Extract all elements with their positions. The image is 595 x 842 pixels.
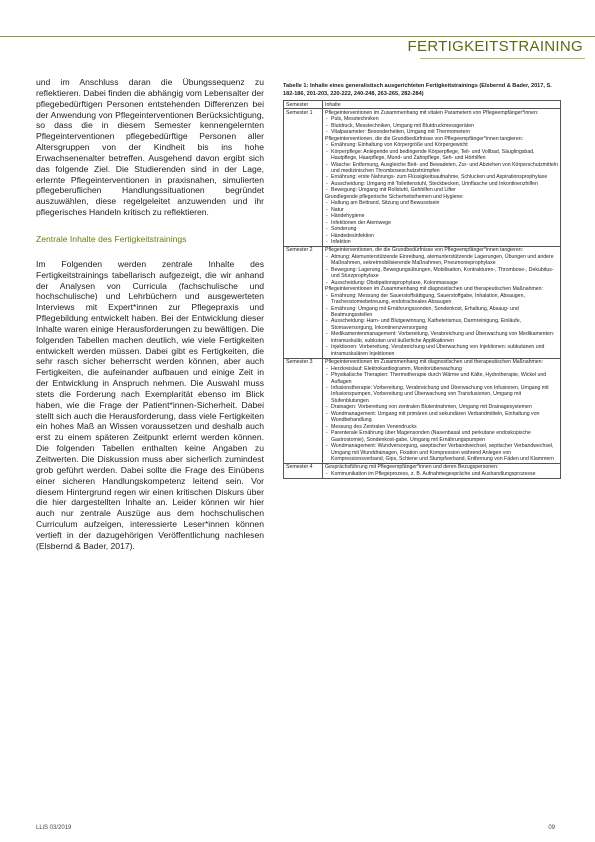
content-group-heading: Gesprächsführung mit Pflegeempfänger*innen und deren Bezugspersonen: (325, 464, 499, 471)
header-accent-line (0, 36, 595, 37)
footer-issue: LLiS 03/2019 (36, 825, 72, 831)
content-group-heading: Grundlegende pflegerische Sicherheitsthemen und Hygiene: (325, 193, 464, 200)
semester-cell: Semester 3 (284, 358, 323, 463)
content-bullet: - Medikamentenmanagement: Vorbereitung, Verabreichung und Überwachung von Medikamenten: intramuskulär, subkutan und äußerliche Applikationen (325, 331, 558, 344)
content-table (283, 100, 561, 479)
content-bullet: - Ernährung: erste Nahrungs- zum Flüssigkeitsaufnahme, Schlucken und Aspirationsprophylaxe (325, 174, 558, 180)
page-number: 09 (548, 825, 555, 831)
body-text-column (36, 77, 264, 552)
content-bullet: - Ernährung: Einhaltung von Körpergröße und Körpergewicht (325, 142, 558, 148)
body-paragraph-2: Im Folgenden werden zentrale Inhalte des Fertigkeitstrainings tabellarisch aufgezeigt, die wir anhand der Analysen von Curricula (fachschulische und hochschulische) und Lehrbüchern und ausgewerteten Interviews mit Expert*innen zur Pflegepraxis und Pflegebildung entwickelt haben. Bei der Entwicklung dieser Inhalte waren einige Herausforderungen zu bewältigen. Die folgenden Tabellen machen deutlich, wie viele Fertigkeiten entwickelt werden müssen. Dabei gibt es Fertigkeiten, die sehr rasch sicher beherrscht werden können, aber auch Fertigkeiten, die aufeinander aufbauen und einige Zeit in der Entwicklung in Anspruch nehmen. Die Auswahl muss stets die Forderung nach Exemplarität ebenso im Blick haben, wie die Frage der Patient*innen-Sicherheit. Dabei stellt sich auch die Herausforderung, dass viele Fertigkeiten ein hohes Maß an Wissen voraussetzen und deshalb auch erst zu einem späteren Zeitpunkt erlernt werden können. Die folgenden Tabellen enthalten keine Angaben zu Zeitwerten. Die Diskussion muss aber sicherlich zumindest grob geführt werden. Dabei sollte die Frage des Einübens einer sicheren Handlungskompetenz leitend sein. Vor diesem Hintergrund regen wir einen kritischen Diskurs über die hier dargestellten Inhalte an. Leider können wir hier auch nur zentrale Auszüge aus dem hochschulischen Curriculum aufzeigen, interessierte Leser*innen können vertieft in der dazugehörigen Veröffentlichung nachlesen (Elsbernd & Bader, 2017). (36, 258, 264, 551)
table-row (284, 358, 561, 463)
content-bullet: - Herzkreislauf: Elektrokardiogramm, Monitorüberwachung (325, 366, 558, 372)
content-bullet: - Wundmanagement: Umgang mit primären und sekundären Verbandmitteln, Einhaltung von Wundbehandlung (325, 411, 558, 424)
section-heading: Zentrale Inhalte des Fertigkeitstrainings (36, 233, 187, 244)
table-column (283, 82, 561, 479)
content-group-heading: Pflegeinterventionen im Zusammenhang mit diagnostischen und therapeutischen Maßnahmen: (325, 359, 544, 366)
table-row (284, 463, 561, 478)
content-group-heading: Pflegeinterventionen im Zusammenhang mit vitalen Parametern von Pflegeempfänger*innen: (325, 109, 539, 116)
content-bullet: - Händehygiene (325, 213, 558, 219)
content-bullet: - Bewegung: Lagerung, Bewegungsübungen, Mobilisation, Kontrakturen-, Thrombose-, Dekubitus- und Sturzprophylaxe (325, 267, 558, 280)
content-bullet: - Kommunikation im Pflegeprozess, z. B. Aufnahmegespräche und Aushandlungsprozesse (325, 471, 558, 477)
content-bullet: - Körperpflege: Anlegende und bedingende Körperpflege, Teil- und Vollbad, Säuglingsbad, Hautpflege, Haarpflege, Mund- und Zahnpflege, Seh- und Hörhilfen (325, 149, 558, 162)
content-cell (323, 463, 561, 478)
content-bullet: - Händedesinfektion (325, 233, 558, 239)
table-caption: Tabelle 1: Inhalte eines generalistisch ausgerichteten Fertigkeitstrainings (Elsbernd & Bader, 2017, S. 182-186, 201-203, 220-222, 240-248, 263-265, 282-284) (283, 83, 552, 97)
content-bullet: - Physikalische Therapien: Thermotherapie durch Wärme und Kälte, Hydrotherapie, Wickel und Auflagen (325, 372, 558, 385)
table-header-row (284, 101, 561, 109)
content-bullet: - Vitalparameter: Besonderheiten, Umgang mit Thermometern (325, 129, 558, 135)
content-cell (323, 358, 561, 463)
content-group-heading: Pflegeinterventionen, die die Grundbedürfnisse von Pflegeempfänger*innen tangieren: (325, 247, 524, 254)
column-header-inhalte: Inhalte (323, 101, 561, 109)
header-rule (420, 58, 585, 59)
content-group-heading: Pflegeinterventionen, die die Grundbedürfnisse von Pflegeempfänger*innen tangieren: (325, 135, 524, 142)
content-bullet: - Wundmanagement: Wundversorgung, aseptischer Verbandwechsel, septischer Verbandwechsel, Umgang mit Wunddrainagen, Fixation und Kompression während Anlegen von Kompressionsverband, Gips, Schiene und Stumpfverband, Entfernung von Fäden und Klammern (325, 443, 558, 462)
content-bullet: - Parenterale Ernährung über Magensonden (Nasenbasal und perkutane endoskopische Gastrostomie), Sondenkost-gabe, Umgang mit Ernährungspumpen (325, 430, 558, 443)
content-bullet: - Messung des Zentralen Venendrucks (325, 424, 558, 430)
semester-cell: Semester 4 (284, 463, 323, 478)
content-bullet: - Bewegung: Umgang mit Rollstuhl, Gehhilfen und Lifter (325, 187, 558, 193)
content-bullet: - Ausscheidung: Umgang mit Toilettenstuhl, Steckbecken, Urinflasche und Inkontinenzhilfen (325, 181, 558, 187)
content-bullet: - Haltung am Bettrand, Sitzung und Bewusstsein (325, 200, 558, 206)
content-bullet: - Drainagen: Vorbereitung von zentralen Blutentnahmen, Umgang mit Drainagesystemen (325, 404, 558, 410)
content-bullet: - Sonderung (325, 226, 558, 232)
content-bullet: - Infektion (325, 239, 558, 245)
semester-cell: Semester 1 (284, 109, 323, 247)
content-bullet: - Ernährung: Umgang mit Ernährungssonden, Sondenkost, Erhaltung, Absaug- und Beatmungsstellen (325, 306, 558, 319)
content-bullet: - Puls, Messtechniken (325, 116, 558, 122)
body-paragraph-1: und im Anschluss daran die Übungssequenz zu reflektieren. Dabei finden die abhängig vom Lebensalter der pflegebedürftigen Personen entstehenden Differenzen bei der Anwendung von Pflegeinterventionen Berücksichtigung, so dass die in diesem Semester kennengelernten Pflegeinterventionen pflegebedürftige Personen aller Altersgruppen von der Kindheit bis ins hohe Erwachsenenalter betreffen. Ausgehend davon ergibt sich das folgende Ziel. Die Studierenden sind in der Lage, erlernte Pflegeinterventionen in praxisnahen, simulierten pflegeberuflichen Handlungssituationen begründet auszuwählen, diese regelgeleitet anzuwenden und ihr pflegerisches Handeln kritisch zu reflektieren. (36, 77, 264, 218)
content-bullet: - Infusionstherapie: Vorbereitung, Verabreichung und Überwachung von Infusionen, Umgang mit Infusionspumpen, Vorbereitung und Überwachung von Transfusionen, Umgang mit Stufenblutungen (325, 385, 558, 404)
table-row (284, 109, 561, 247)
content-cell (323, 109, 561, 247)
content-bullet: - Natur (325, 207, 558, 213)
content-bullet: - Injektionen: Vorbereitung, Verabreichung und Überwachung von Injektionen: subkutanen und intramuskulären Injektionen (325, 344, 558, 357)
content-group-heading: Pflegeinterventionen im Zusammenhang mit diagnostischen und therapeutischen Maßnahmen: (325, 286, 544, 293)
running-header-title: FERTIGKEITSTRAINING (407, 38, 583, 55)
content-bullet: - Ernährung: Messung der Sauerstoffsättigung, Sauerstoffgabe, Inhalation, Absaugen, Tracheostomiebetreuung, endotracheales Absaugen (325, 293, 558, 306)
content-bullet: - Blutdruck, Messtechniken, Umgang mit Blutdruckmessgeräten (325, 123, 558, 129)
table-row (284, 246, 561, 358)
content-bullet: - Atmung: Atemunterstützende Einreibung, atemunterstützende Lagerungen, Übungen und andere Maßnahmen, sekretmobilisierende Maßnahmen, Pneumonieprophylaxe (325, 254, 558, 267)
content-bullet: - Ausscheidung: Harn- und Blutgewinnung, Katheterismus, Darmreinigung, Einläufe, Stomaversorgung, Inkontinenzversorgung (325, 318, 558, 331)
content-bullet: - Wäsche: Entfernung, Ausgleiche Beit- und Bewadeten, Zur- und Abziehen von Körperschutzmitteln und medizinischen Thromboseschutzstrümpfen (325, 162, 558, 175)
semester-cell: Semester 2 (284, 246, 323, 358)
content-bullet: - Ausscheidung: Obstipationsprophylaxe, Kolonmassage (325, 280, 558, 286)
content-bullet: - Infektionen der Atemwege (325, 220, 558, 226)
content-cell (323, 246, 561, 358)
column-header-semester: Semester (284, 101, 323, 109)
